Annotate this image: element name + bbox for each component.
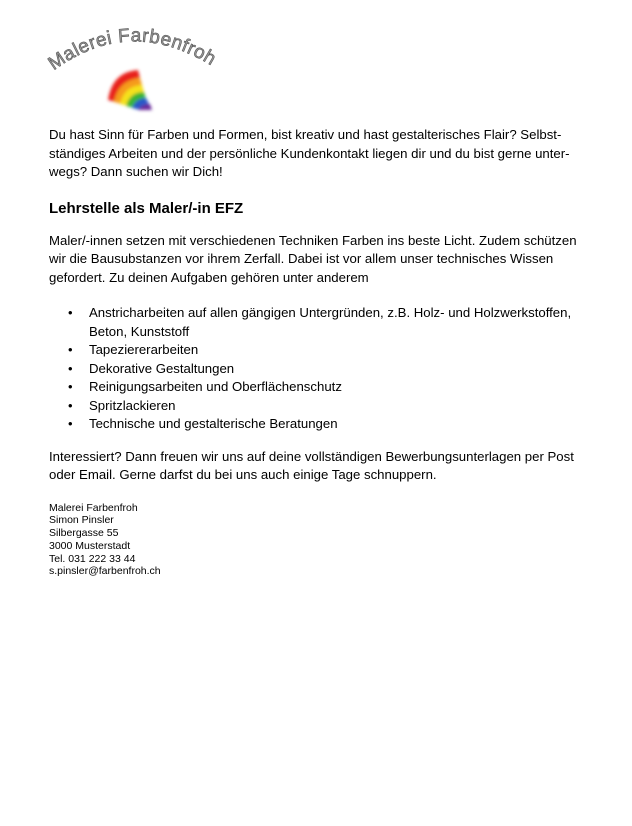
logo-graphic xyxy=(40,22,220,114)
contact-company: Malerei Farbenfroh xyxy=(49,501,138,514)
list-item: • Tapeziererarbeiten xyxy=(49,341,594,360)
contact-person: Simon Pinsler xyxy=(49,514,114,527)
list-item: • Technische und gestalterische Beratungen xyxy=(49,415,594,434)
closing-paragraph: Interessiert? Dann freuen wir uns auf deine vollständigen Bewerbungsunterlagen per Post oder Email. Gerne darfst du bei uns auch einige Tage schnuppern. xyxy=(49,448,574,482)
contact-phone: Tel. 031 222 33 44 xyxy=(49,552,136,565)
task-list xyxy=(49,304,594,434)
job-title: Lehrstelle als Maler/-in EFZ xyxy=(49,199,244,217)
company-logo xyxy=(40,22,220,114)
contact-city: 3000 Musterstadt xyxy=(49,539,131,552)
contact-email: s.pinsler@farbenfroh.ch xyxy=(49,565,161,578)
logo-text: Malerei Farbenfroh xyxy=(44,25,220,75)
contact-street: Silbergasse 55 xyxy=(49,527,119,540)
list-item: • Dekorative Gestaltungen xyxy=(49,360,594,379)
intro-paragraph: Du hast Sinn für Farben und Formen, bist kreativ und hast gestalterisches Flair? Selbst- ständiges Arbeiten und der persönliche Kundenkontakt liegen dir und du bist gerne unter- wegs? Dann suchen wir Dich! xyxy=(49,127,570,179)
list-item: • Reinigungsarbeiten und Oberflächenschutz xyxy=(49,378,594,397)
description-paragraph: Maler/-innen setzen mit verschiedenen Techniken Farben ins beste Licht. Zudem schützen wir die Bausubstanzen vor ihrem Zerfall. Dabei ist vor allem unser technisches Wissen gefordert. Zu deinen Aufgaben gehören unter anderem xyxy=(49,232,577,285)
contact-block xyxy=(49,502,594,579)
list-item: • Spritzlackieren xyxy=(49,397,594,416)
list-item: • Anstricharbeiten auf allen gängigen Untergründen, z.B. Holz- und Holzwerkstoffen, Beton, Kunststoff xyxy=(49,304,594,341)
rainbow-icon xyxy=(108,70,152,110)
job-posting xyxy=(49,122,594,578)
